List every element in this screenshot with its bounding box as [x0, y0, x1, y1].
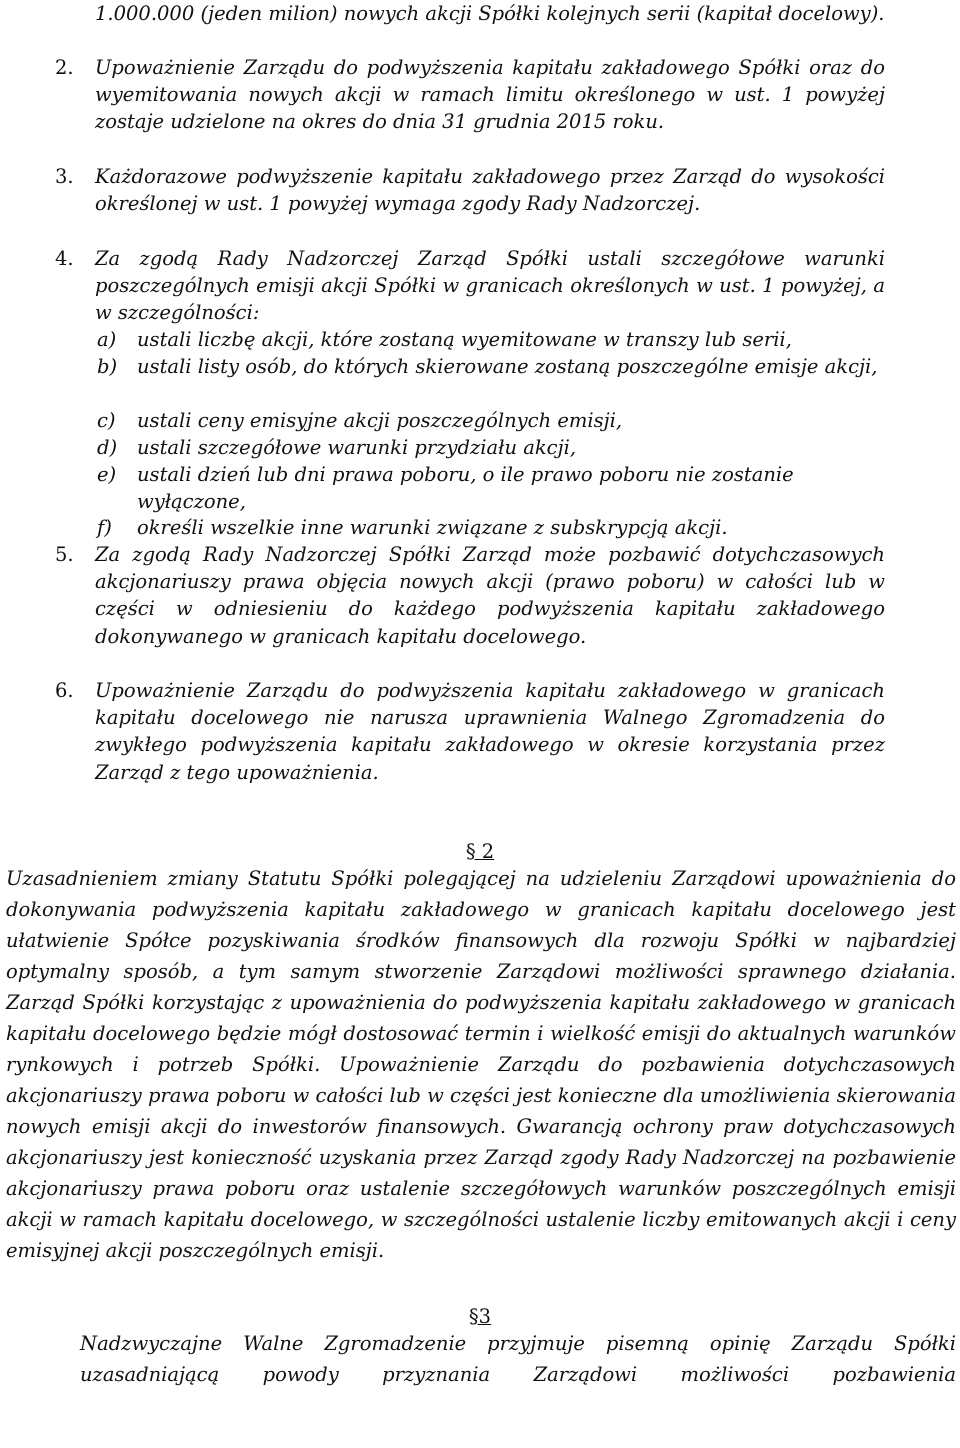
- section-3-heading: [0, 1303, 960, 1330]
- list-number: 3.: [55, 165, 74, 188]
- sub-item-text: ustali szczegółowe warunki przydziału akcji,: [137, 436, 577, 459]
- list-item-5: [55, 541, 885, 650]
- list-item-text: Za zgodą Rady Nadzorczej Zarząd Spółki ustali szczegółowe warunki poszczególnych emisji akcji Spółki w granicach określonych w ust. 1 powyżej, a w szczególności:: [95, 247, 885, 325]
- list-item-text: Upoważnienie Zarządu do podwyższenia kapitału zakładowego Spółki oraz do wyemitowania nowych akcji w ramach limitu określonego w ust. 1 powyżej zostaje udzielone na okres do dnia 31 grudnia 2015 roku.: [95, 56, 885, 134]
- list-item-1: [55, 0, 885, 27]
- sub-letter: f): [97, 516, 112, 539]
- section-3-paragraph: Nadzwyczajne Walne Zgromadzenie przyjmuje pisemną opinię Zarządu Spółki uzasadniającą powody przyznania Zarządowi możliwości pozbawienia: [80, 1332, 956, 1386]
- list-number: 2.: [55, 56, 74, 79]
- sub-item-e: [97, 461, 887, 515]
- sub-item-text: ustali liczbę akcji, które zostaną wyemitowane w transzy lub serii,: [137, 328, 792, 351]
- list-number: 4.: [55, 247, 74, 270]
- list-item-6: [55, 677, 885, 786]
- list-item-text: Upoważnienie Zarządu do podwyższenia kapitału zakładowego w granicach kapitału docelowego nie narusza uprawnienia Walnego Zgromadzenia do zwykłego podwyższenia kapitału zakładowego w okresie korzystania przez Zarząd z tego upoważnienia.: [95, 679, 885, 784]
- sub-item-c: [97, 407, 887, 434]
- section-2-heading: [0, 838, 960, 865]
- list-item-4: [55, 245, 885, 327]
- list-item-text: Za zgodą Rady Nadzorczej Spółki Zarząd może pozbawić dotychczasowych akcjonariuszy prawa objęcia nowych akcji (prawo poboru) w całości lub w części w odniesieniu do każdego podwyższenia kapitału zakładowego dokonywanego w granicach kapitału docelowego.: [95, 543, 885, 648]
- list-number: 6.: [55, 679, 74, 702]
- list-item-2: [55, 54, 885, 136]
- sub-letter: b): [97, 355, 118, 378]
- sub-item-text: ustali ceny emisyjne akcji poszczególnych emisji,: [137, 409, 623, 432]
- list-item-text: 1.000.000 (jeden milion) nowych akcji Spółki kolejnych serii (kapitał docelowy).: [95, 2, 885, 25]
- list-item-text: Każdorazowe podwyższenie kapitału zakładowego przez Zarząd do wysokości określonej w ust. 1 powyżej wymaga zgody Rady Nadzorczej.: [95, 165, 885, 216]
- sub-item-a: [97, 326, 887, 353]
- sub-item-d: [97, 434, 887, 461]
- sub-item-text: ustali listy osób, do których skierowane zostaną poszczególne emisje akcji,: [137, 355, 878, 378]
- sub-letter: c): [97, 409, 116, 432]
- sub-item-f: [97, 514, 887, 541]
- section-2-paragraph: Uzasadnieniem zmiany Statutu Spółki polegającej na udzieleniu Zarządowi upoważnienia do dokonywania podwyższenia kapitału zakładowego w granicach kapitału docelowego jest ułatwienie Spółce pozyskiwania środków finansowych dla rozwoju Spółki w najbardziej optymalny sposób, a tym samym stworzenie Zarządowi możliwości sprawnego działania. Zarząd Spółki korzystając z upoważnienia do podwyższenia kapitału zakładowego w granicach kapitału docelowego będzie mógł dostosować termin i wielkość emisji do aktualnych warunków rynkowych i potrzeb Spółki. Upoważnienie Zarządu do pozbawienia dotychczasowych akcjonariuszy prawa poboru w całości lub w części jest konieczne dla umożliwienia skierowania nowych emisji akcji do inwestorów finansowych. Gwarancją ochrony praw dotychczasowych akcjonariuszy jest konieczność uzyskania przez Zarząd zgody Rady Nadzorczej na pozbawienie akcjonariuszy prawa poboru oraz ustalenie szczegółowych warunków poszczególnych emisji akcji w ramach kapitału docelowego, w szczególności ustalenie liczby emitowanych akcji i ceny emisyjnej akcji poszczególnych emisji.: [6, 867, 956, 1262]
- sub-item-b: [97, 353, 887, 380]
- sub-letter: d): [97, 436, 118, 459]
- list-number: 5.: [55, 543, 74, 566]
- section-heading-text: § 2: [465, 840, 495, 863]
- sub-item-text: ustali dzień lub dni prawa poboru, o ile prawo poboru nie zostanie wyłączone,: [137, 463, 794, 514]
- list-item-3: [55, 163, 885, 217]
- sub-item-text: określi wszelkie inne warunki związane z subskrypcją akcji.: [137, 516, 728, 539]
- section-heading-text: §3: [468, 1305, 492, 1328]
- sub-letter: e): [97, 463, 117, 486]
- sub-letter: a): [97, 328, 117, 351]
